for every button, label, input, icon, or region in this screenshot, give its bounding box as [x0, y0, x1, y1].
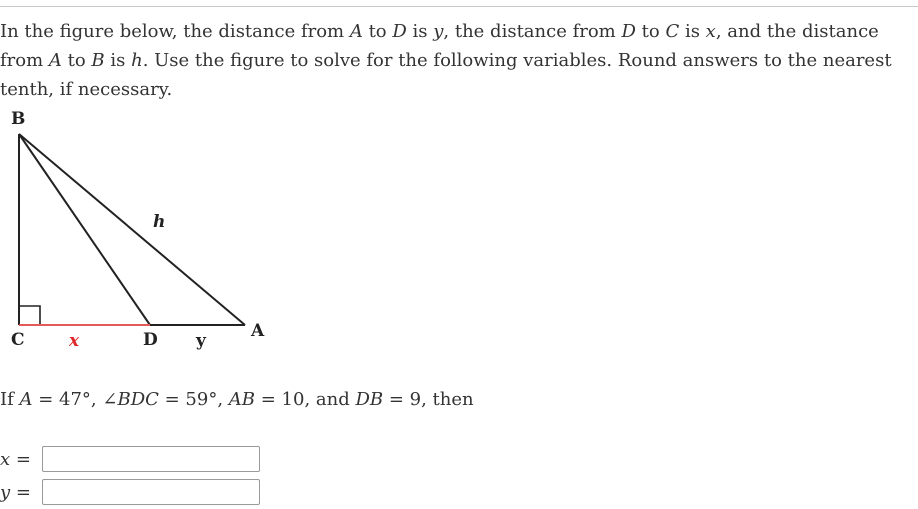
given-text: = 10, and: [255, 389, 356, 410]
math-var-y: y: [433, 21, 444, 42]
math-var-D: D: [392, 21, 407, 42]
equals-sign: =: [10, 481, 31, 503]
answer-row-x: [0, 445, 260, 473]
given-text: = 59°,: [158, 389, 229, 410]
answer-row-y: [0, 478, 260, 506]
problem-text-part: , the distance from: [443, 21, 622, 42]
math-var-A: A: [48, 50, 62, 71]
problem-text-part: to: [61, 50, 92, 71]
math-var-C: C: [665, 21, 680, 42]
math-var-B: B: [91, 50, 105, 71]
problem-text-part: , and the distance from: [0, 21, 879, 71]
problem-text-part: In the figure below, the distance from: [0, 21, 350, 42]
problem-text-part: to: [635, 21, 666, 42]
problem-text-part: is: [406, 21, 434, 42]
segment-bd: [19, 134, 150, 325]
answer-input-y[interactable]: [42, 479, 260, 505]
label-x: x: [69, 331, 80, 351]
math-var-db: DB: [355, 389, 384, 410]
math-var-x: x: [705, 21, 716, 42]
math-var-D: D: [621, 21, 636, 42]
vertex-label-c: C: [11, 330, 25, 350]
given-text: = 47°, ∠: [32, 389, 118, 410]
given-text: If: [0, 389, 20, 410]
math-var-bdc: BDC: [117, 389, 159, 410]
problem-text-part: is: [679, 21, 706, 42]
math-var-y: y: [0, 481, 11, 503]
answer-label-y: [0, 482, 42, 503]
equals-sign: =: [10, 448, 31, 470]
segment-ba: [19, 134, 245, 325]
math-var-h: h: [131, 50, 143, 71]
vertex-label-a: A: [251, 321, 265, 341]
triangle-figure: [0, 100, 290, 360]
top-divider: [0, 6, 918, 7]
problem-statement: [0, 17, 912, 104]
problem-text-part: . Use the figure to solve for the following variables. Round answers to the nearest tenth, if necessary.: [0, 50, 892, 100]
answer-input-x[interactable]: [42, 446, 260, 472]
problem-text-part: to: [362, 21, 393, 42]
math-var-ab: AB: [228, 389, 256, 410]
given-text: = 9, then: [383, 389, 474, 410]
math-var-A: A: [349, 21, 363, 42]
right-angle-marker: [19, 306, 40, 325]
math-var-A: A: [19, 389, 33, 410]
given-values: [0, 386, 474, 414]
vertex-label-d: D: [143, 330, 158, 350]
problem-text-part: is: [104, 50, 132, 71]
answer-label-x: [0, 449, 42, 470]
math-var-x: x: [0, 448, 11, 470]
vertex-label-b: B: [11, 109, 26, 129]
label-y: y: [196, 331, 206, 351]
label-h: h: [153, 212, 166, 232]
